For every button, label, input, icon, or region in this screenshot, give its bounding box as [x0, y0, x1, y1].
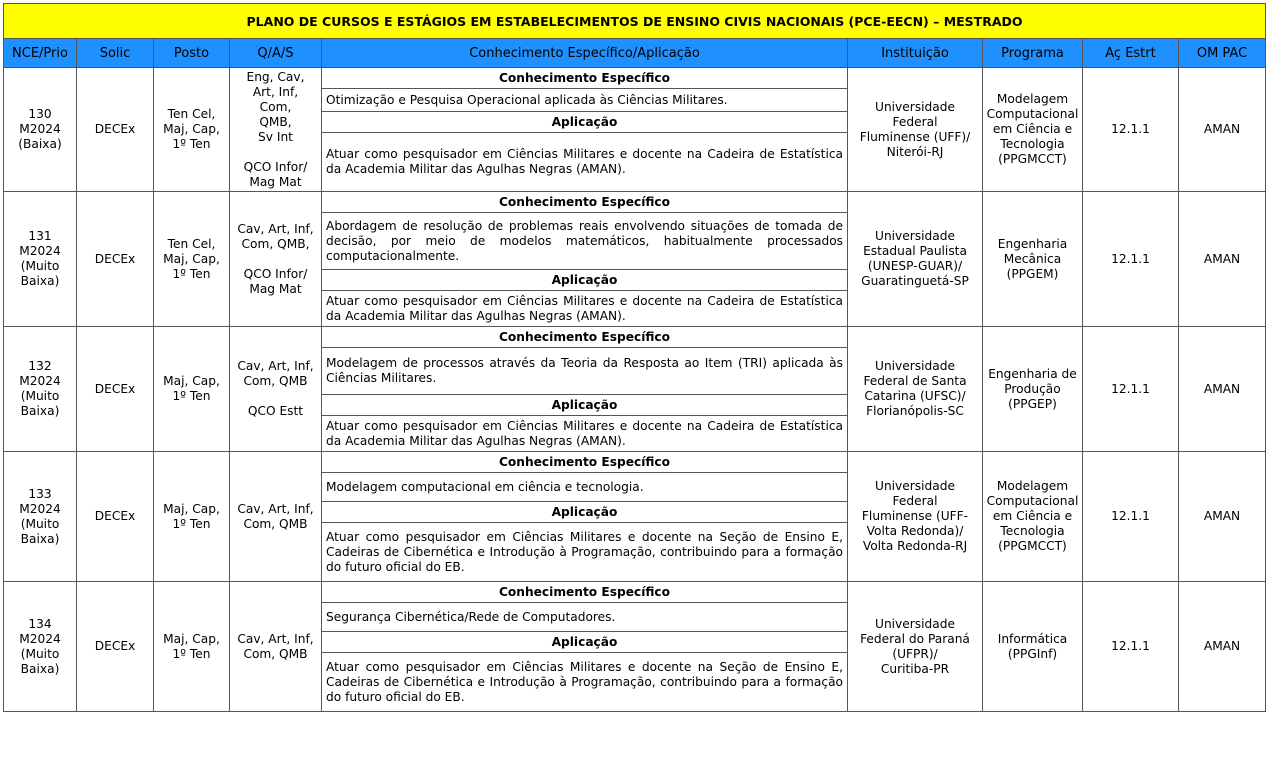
table-row	[4, 327, 1266, 348]
programa-cell: Informática (PPGInf)	[983, 582, 1083, 712]
table-row	[4, 68, 1266, 89]
instituicao-cell: Universidade Estadual Paulista (UNESP-GUAR)/ Guaratinguetá-SP	[848, 192, 983, 327]
header-qas: Q/A/S	[230, 39, 322, 68]
qas-cell: Cav, Art, Inf, Com, QMB	[230, 452, 322, 582]
aplicacao-text: Atuar como pesquisador em Ciências Militares e docente na Seção de Ensino E, Cadeiras de Cibernética e Introdução à Programação, contribuindo para a formação do futuro oficial do EB.	[322, 653, 848, 712]
programa-cell: Modelagem Computacional em Ciência e Tecnologia (PPGMCCT)	[983, 68, 1083, 192]
conhecimento-label: Conhecimento Específico	[322, 582, 848, 603]
acao-cell: 12.1.1	[1083, 68, 1179, 192]
om-cell: AMAN	[1179, 452, 1266, 582]
aplicacao-text: Atuar como pesquisador em Ciências Militares e docente na Cadeira de Estatística da Academia Militar das Agulhas Negras (AMAN).	[322, 291, 848, 327]
programa-cell: Modelagem Computacional em Ciência e Tecnologia (PPGMCCT)	[983, 452, 1083, 582]
posto-cell: Maj, Cap, 1º Ten	[154, 582, 230, 712]
aplicacao-text: Atuar como pesquisador em Ciências Militares e docente na Cadeira de Estatística da Academia Militar das Agulhas Negras (AMAN).	[322, 416, 848, 452]
acao-cell: 12.1.1	[1083, 582, 1179, 712]
om-cell: AMAN	[1179, 582, 1266, 712]
solic-cell: DECEx	[77, 452, 154, 582]
aplicacao-label: Aplicação	[322, 395, 848, 416]
nce-cell: 132 M2024 (Muito Baixa)	[4, 327, 77, 452]
conhecimento-label: Conhecimento Específico	[322, 452, 848, 473]
instituicao-cell: Universidade Federal Fluminense (UFF- Volta Redonda)/ Volta Redonda-RJ	[848, 452, 983, 582]
conhecimento-label: Conhecimento Específico	[322, 68, 848, 89]
conhecimento-text: Segurança Cibernética/Rede de Computadores.	[322, 603, 848, 632]
courses-table	[3, 3, 1266, 712]
solic-cell: DECEx	[77, 68, 154, 192]
solic-cell: DECEx	[77, 582, 154, 712]
solic-cell: DECEx	[77, 192, 154, 327]
header-conhecimento: Conhecimento Específico/Aplicação	[322, 39, 848, 68]
posto-cell: Ten Cel, Maj, Cap, 1º Ten	[154, 192, 230, 327]
programa-cell: Engenharia de Produção (PPGEP)	[983, 327, 1083, 452]
aplicacao-label: Aplicação	[322, 270, 848, 291]
nce-cell: 131 M2024 (Muito Baixa)	[4, 192, 77, 327]
conhecimento-text: Abordagem de resolução de problemas reais envolvendo situações de tomada de decisão, por meio de modelos matemáticos, habitualmente processados computacionalmente.	[322, 213, 848, 270]
instituicao-cell: Universidade Federal Fluminense (UFF)/ Niterói-RJ	[848, 68, 983, 192]
om-cell: AMAN	[1179, 327, 1266, 452]
instituicao-cell: Universidade Federal do Paraná (UFPR)/ Curitiba-PR	[848, 582, 983, 712]
nce-cell: 130 M2024 (Baixa)	[4, 68, 77, 192]
header-acao: Aç Estrt	[1083, 39, 1179, 68]
conhecimento-label: Conhecimento Específico	[322, 192, 848, 213]
header-om: OM PAC	[1179, 39, 1266, 68]
table-title: PLANO DE CURSOS E ESTÁGIOS EM ESTABELECIMENTOS DE ENSINO CIVIS NACIONAIS (PCE-EECN) – MESTRADO	[4, 4, 1266, 39]
aplicacao-label: Aplicação	[322, 502, 848, 523]
acao-cell: 12.1.1	[1083, 327, 1179, 452]
om-cell: AMAN	[1179, 192, 1266, 327]
header-row	[4, 39, 1266, 68]
aplicacao-text: Atuar como pesquisador em Ciências Militares e docente na Cadeira de Estatística da Academia Militar das Agulhas Negras (AMAN).	[322, 133, 848, 192]
qas-cell: Cav, Art, Inf, Com, QMB, QCO Infor/ Mag Mat	[230, 192, 322, 327]
instituicao-cell: Universidade Federal de Santa Catarina (UFSC)/ Florianópolis-SC	[848, 327, 983, 452]
nce-cell: 133 M2024 (Muito Baixa)	[4, 452, 77, 582]
acao-cell: 12.1.1	[1083, 452, 1179, 582]
posto-cell: Maj, Cap, 1º Ten	[154, 452, 230, 582]
nce-cell: 134 M2024 (Muito Baixa)	[4, 582, 77, 712]
om-cell: AMAN	[1179, 68, 1266, 192]
table-row	[4, 192, 1266, 213]
table-row	[4, 582, 1266, 603]
conhecimento-label: Conhecimento Específico	[322, 327, 848, 348]
aplicacao-text: Atuar como pesquisador em Ciências Militares e docente na Seção de Ensino E, Cadeiras de Cibernética e Introdução à Programação, contribuindo para a formação do futuro oficial do EB.	[322, 523, 848, 582]
header-posto: Posto	[154, 39, 230, 68]
conhecimento-text: Modelagem de processos através da Teoria da Resposta ao Item (TRI) aplicada às Ciências Militares.	[322, 348, 848, 395]
solic-cell: DECEx	[77, 327, 154, 452]
posto-cell: Ten Cel, Maj, Cap, 1º Ten	[154, 68, 230, 192]
header-programa: Programa	[983, 39, 1083, 68]
qas-cell: Eng, Cav, Art, Inf, Com, QMB, Sv Int QCO Infor/ Mag Mat	[230, 68, 322, 192]
acao-cell: 12.1.1	[1083, 192, 1179, 327]
header-solic: Solic	[77, 39, 154, 68]
aplicacao-label: Aplicação	[322, 112, 848, 133]
table-row	[4, 452, 1266, 473]
qas-cell: Cav, Art, Inf, Com, QMB	[230, 582, 322, 712]
qas-cell: Cav, Art, Inf, Com, QMB QCO Estt	[230, 327, 322, 452]
posto-cell: Maj, Cap, 1º Ten	[154, 327, 230, 452]
aplicacao-label: Aplicação	[322, 632, 848, 653]
header-nce: NCE/Prio	[4, 39, 77, 68]
conhecimento-text: Otimização e Pesquisa Operacional aplicada às Ciências Militares.	[322, 89, 848, 112]
programa-cell: Engenharia Mecânica (PPGEM)	[983, 192, 1083, 327]
conhecimento-text: Modelagem computacional em ciência e tecnologia.	[322, 473, 848, 502]
header-instituicao: Instituição	[848, 39, 983, 68]
